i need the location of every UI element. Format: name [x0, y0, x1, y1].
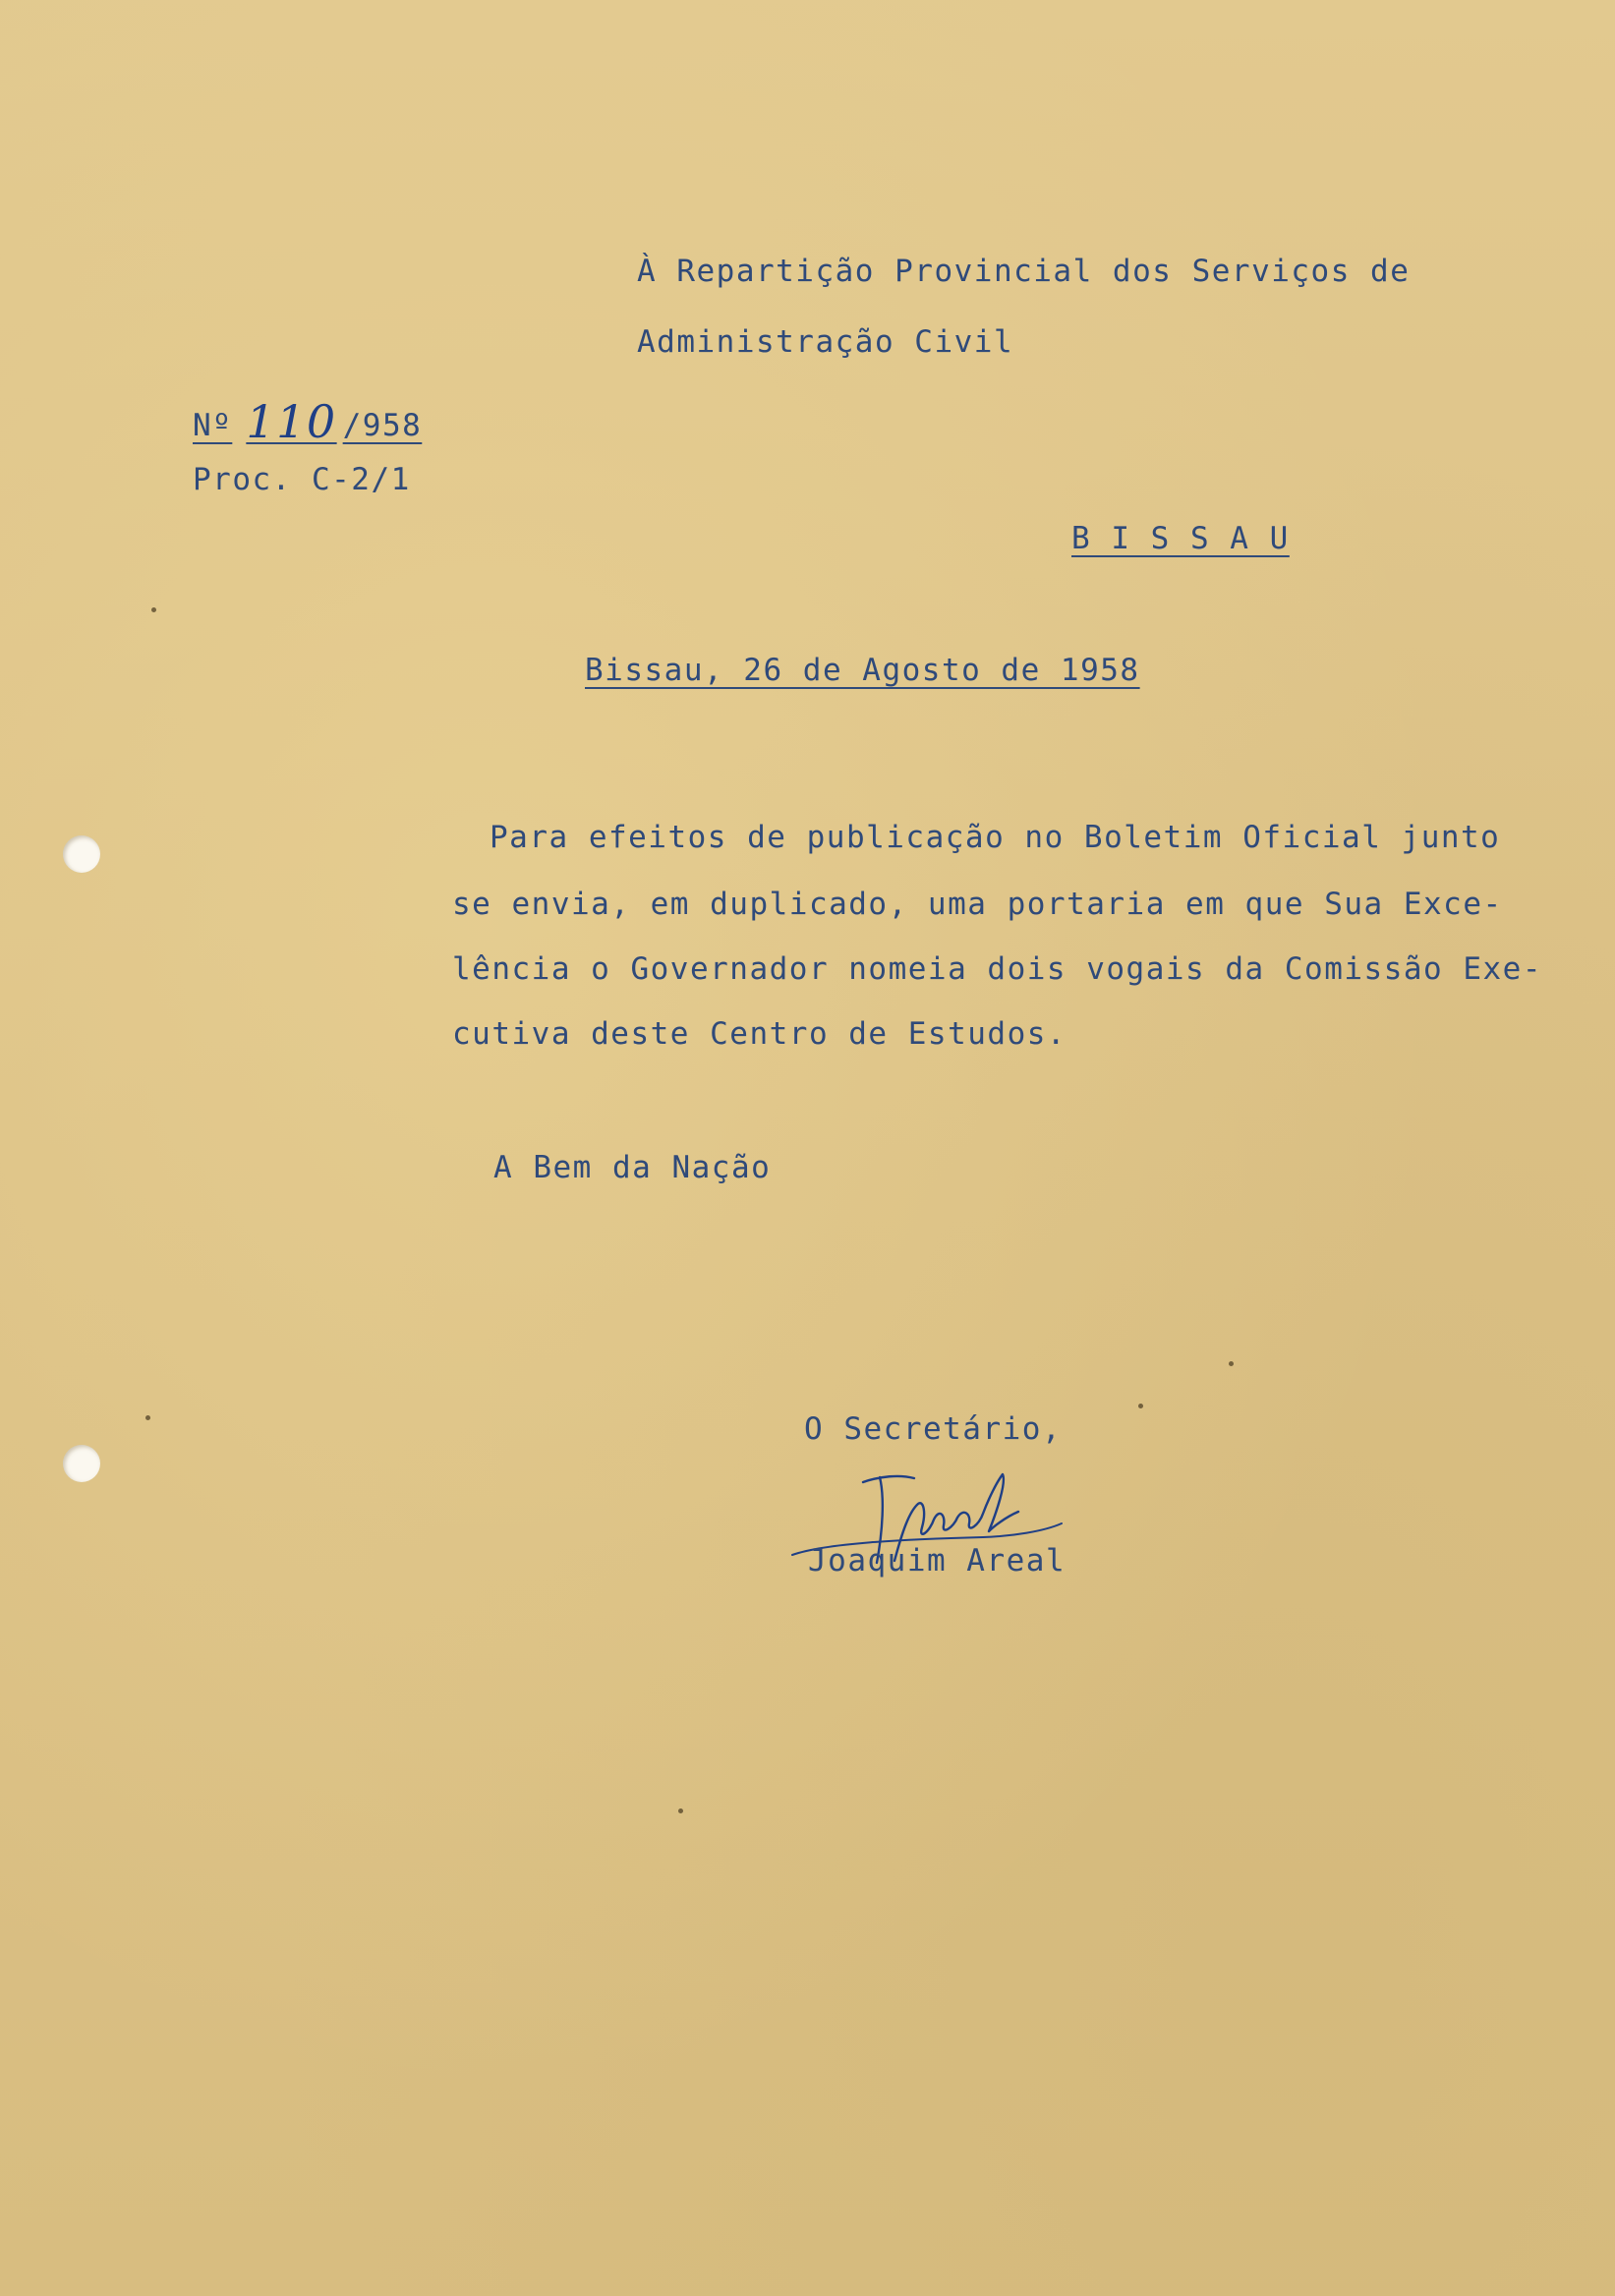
paper-speck — [1138, 1404, 1143, 1408]
addressee-line-1: À Repartição Provincial dos Serviços de — [637, 254, 1411, 289]
punch-hole-top — [63, 835, 100, 873]
signer-name: Joaquim Areal — [808, 1543, 1067, 1578]
body-line-4: cutiva deste Centro de Estudos. — [452, 1016, 1067, 1052]
number-prefix: Nº — [193, 408, 233, 443]
handwritten-number: 110 — [246, 395, 337, 448]
body-line-1: Para efeitos de publicação no Boletim Oficial junto — [490, 820, 1501, 855]
number-year: /958 — [342, 408, 423, 443]
city-heading: B I S S A U — [1071, 521, 1290, 556]
addressee-line-2: Administração Civil — [637, 324, 1014, 360]
paper-speck — [678, 1808, 683, 1813]
process-reference: Proc. C-2/1 — [193, 462, 411, 497]
body-line-2: se envia, em duplicado, uma portaria em que Sua Exce- — [452, 887, 1503, 922]
paper-speck — [151, 607, 156, 612]
paper-speck — [145, 1415, 150, 1420]
document-number — [193, 393, 422, 446]
paper-speck — [1229, 1361, 1234, 1366]
date-line: Bissau, 26 de Agosto de 1958 — [585, 653, 1140, 688]
body-line-3: lência o Governador nomeia dois vogais da Comissão Exe- — [452, 951, 1542, 987]
closing-salutation: A Bem da Nação — [493, 1150, 772, 1185]
signer-title: O Secretário, — [804, 1411, 1063, 1447]
punch-hole-bottom — [63, 1445, 100, 1482]
